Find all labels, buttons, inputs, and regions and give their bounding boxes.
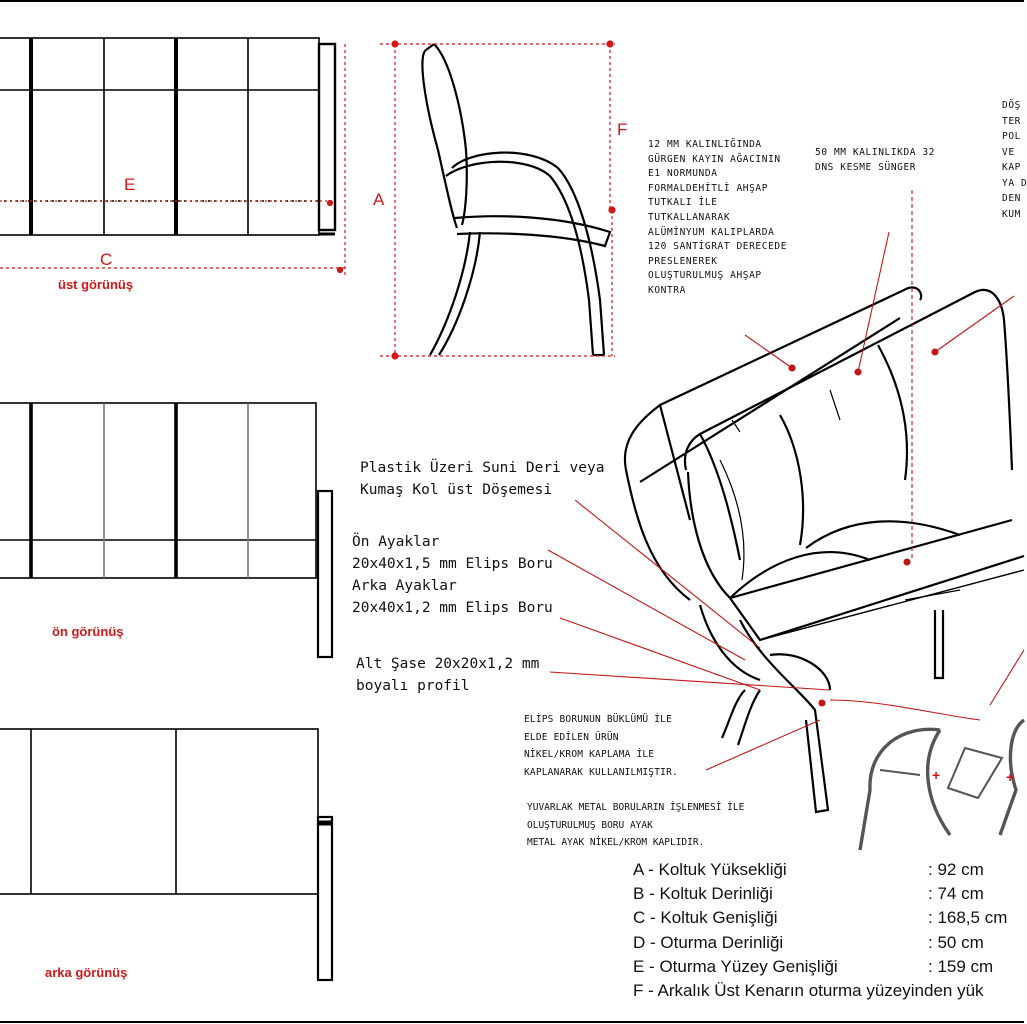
back-view-label: arka görünüş (45, 965, 128, 980)
legs-callout (352, 531, 553, 619)
note-line: DNS KESME SÜNGER (815, 161, 917, 173)
callout-line: Kumaş Kol üst Döşemesi (360, 482, 553, 498)
round-tube-note (527, 799, 744, 852)
note-line: KAP (1002, 162, 1021, 173)
callout-line: boyalı profil (356, 678, 470, 694)
callout-line: Arka Ayaklar (352, 578, 457, 594)
note-line: TER (1002, 115, 1021, 127)
note-line: OLUŞTURULMUŞ BORU AYAK (527, 819, 653, 831)
dimension-value: : 74 cm (928, 884, 984, 904)
top-view-drawing (0, 38, 335, 235)
dimension-value: : 159 cm (928, 956, 994, 976)
dimension-f-label: F (617, 120, 628, 139)
note-line: METAL AYAK NİKEL/KROM KAPLIDIR. (527, 837, 705, 848)
note-line: YA D (1002, 177, 1027, 189)
foam-note (815, 146, 935, 175)
note-line: YUVARLAK METAL BORULARIN İŞLENMESİ İLE (527, 802, 745, 813)
side-view-dimension-lines (380, 41, 615, 359)
armrest-callout (360, 457, 604, 501)
dimension-value: : 92 cm (928, 860, 984, 879)
bend-note (524, 711, 678, 781)
note-line: POL (1002, 131, 1021, 142)
upholstery-note (1002, 98, 1027, 222)
note-line: DEN (1002, 193, 1021, 204)
dimension-label: E - Oturma Yüzey Genişliği (633, 956, 838, 976)
note-line: E1 NORMUNDA (648, 168, 718, 180)
note-line: DÖŞ (1002, 100, 1021, 111)
dimension-label: C - Koltuk Genişliği (633, 908, 778, 928)
note-line: KONTRA (648, 284, 686, 296)
note-line: KAPLANARAK KULLANILMIŞTIR. (524, 766, 678, 778)
dimension-c-label: C (100, 250, 113, 269)
note-line: 12 MM KALINLIĞINDA (648, 139, 762, 150)
svg-text:+: + (1006, 769, 1015, 785)
note-line: GÜRGEN KAYIN AĞACININ (648, 153, 781, 165)
note-line: FORMALDEHİTLİ AHŞAP (648, 182, 769, 194)
top-view-dimension-lines (0, 44, 345, 275)
callout-line: Alt Şase 20x20x1,2 mm (356, 656, 540, 672)
note-line: OLUŞTURULMUŞ AHŞAP (648, 270, 762, 282)
dimension-value: : 168,5 cm (928, 908, 1008, 928)
isometric-bench-drawing (625, 287, 1024, 812)
dimension-value: : 50 cm (928, 932, 984, 952)
callout-line: Plastik Üzeri Suni Deri veya (360, 460, 605, 476)
note-line: ELİPS BORUNUN BÜKLÜMÜ İLE (524, 714, 672, 725)
top-view-label: üst görünüş (58, 277, 134, 292)
callout-line: 20x40x1,5 mm Elips Boru (352, 556, 553, 572)
note-line: ELDE EDİLEN ÜRÜN (524, 731, 619, 743)
note-line: TUTKALI İLE (648, 197, 718, 209)
plus-signs (932, 767, 1014, 785)
note-line: ALÜMİNYUM KALIPLARDA (648, 226, 775, 238)
svg-text:+: + (932, 767, 941, 783)
dimension-label: F - Arkalık Üst Kenarın oturma yüzeyinden yük (633, 980, 984, 1000)
front-view-label: ön görünüş (52, 624, 124, 639)
frame-part-thumbnail (860, 729, 950, 850)
dimension-label: B - Koltuk Derinliği (633, 884, 773, 904)
callout-line: Ön Ayaklar (352, 534, 440, 550)
dimension-e-label: E (124, 175, 136, 194)
note-line: VE (1002, 146, 1015, 158)
dimension-label: D - Oturma Derinliği (633, 932, 784, 952)
side-view-drawing (422, 44, 610, 355)
back-view-drawing (0, 729, 332, 980)
note-line: 50 MM KALINLIKDA 32 (815, 147, 936, 158)
chassis-callout (356, 653, 539, 697)
front-view-drawing (0, 403, 332, 657)
plywood-note (648, 138, 787, 299)
note-line: KUM (1002, 208, 1021, 220)
callout-line: 20x40x1,2 mm Elips Boru (352, 600, 553, 616)
note-line: 120 SANTİGRAT DERECEDE (648, 241, 788, 253)
seat-panel-thumbnail (948, 748, 1002, 798)
note-line: PRESLENEREK (648, 255, 718, 267)
dimension-a-label: A (373, 190, 385, 209)
dimension-label: A - Koltuk Yüksekliği (633, 860, 787, 879)
note-line: TUTKALLANARAK (648, 211, 731, 223)
note-line: NİKEL/KROM KAPLAMA İLE (524, 749, 655, 760)
